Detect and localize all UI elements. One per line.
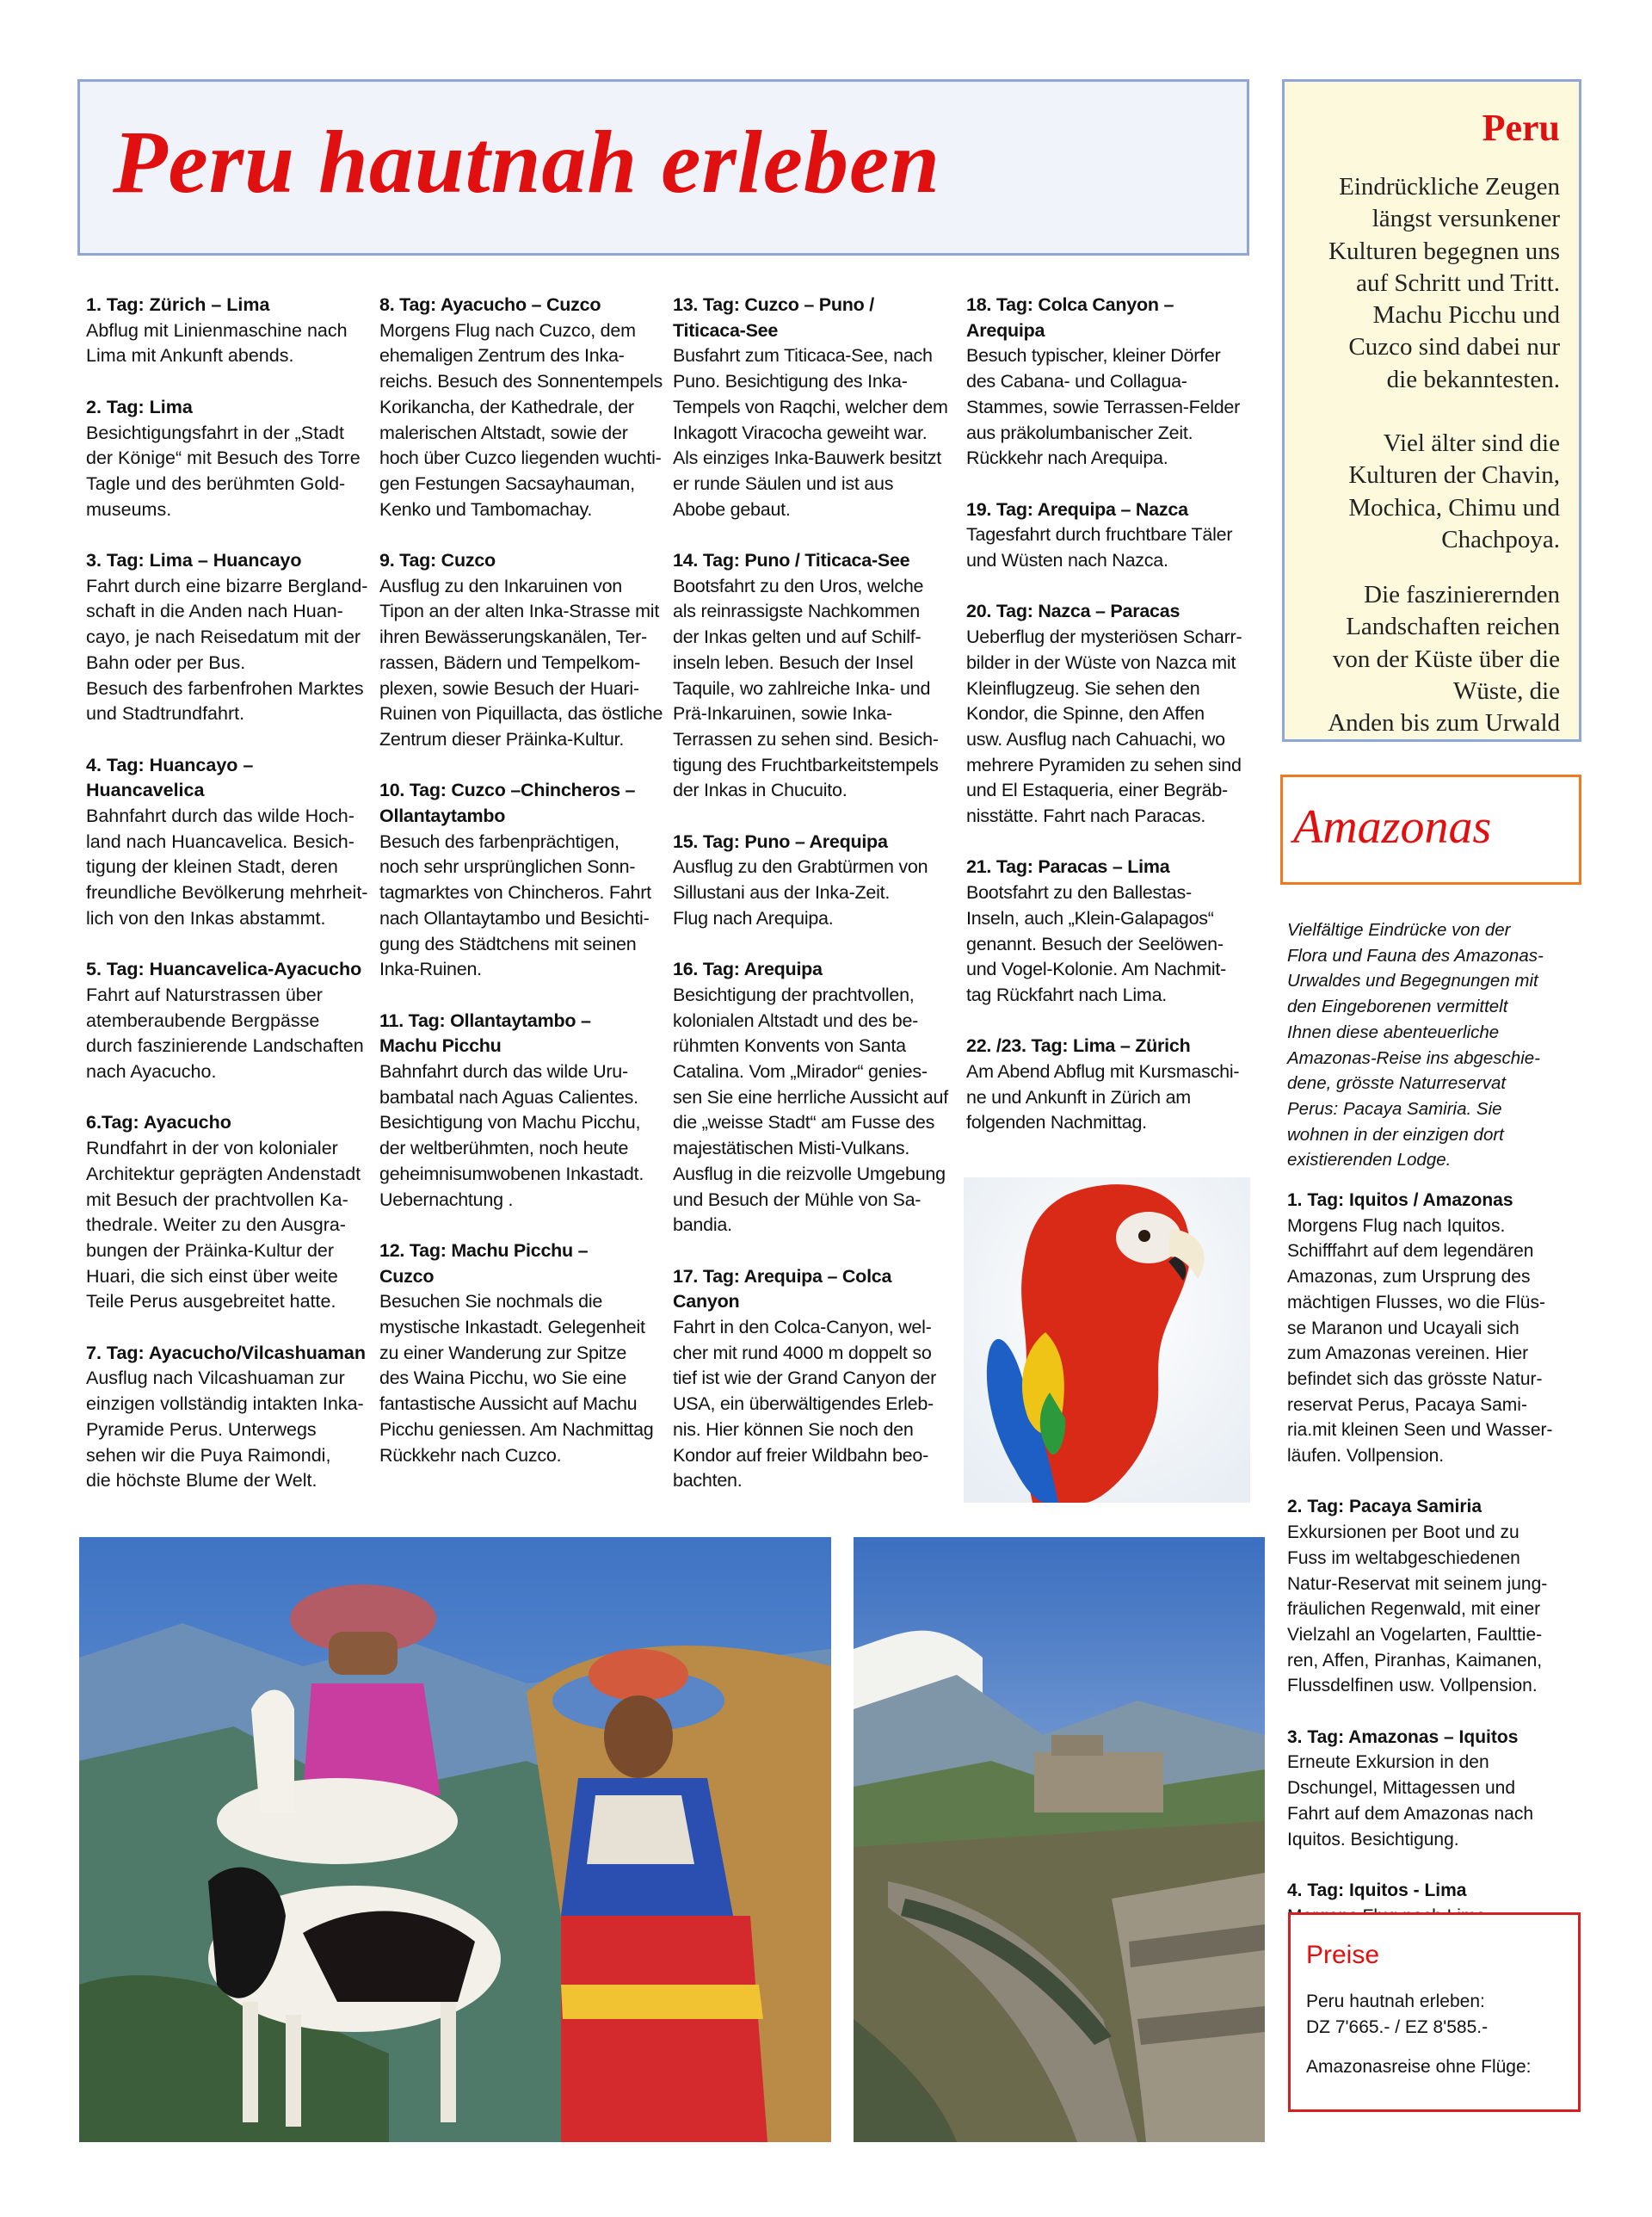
amazonas-itinerary bbox=[1287, 1188, 1584, 1955]
peru-itinerary-day-1 bbox=[379, 293, 672, 522]
peru-itinerary-day-text: Bahnfahrt durch das wilde Hoch- land nach Huancavelica. Besich- tigung der kleinen Stadt, deren freundliche Bevölkerung mehrheit- lich von den Inkas abstammt. bbox=[86, 806, 368, 929]
peru-itinerary-day-4 bbox=[86, 753, 374, 932]
peru-itinerary-day-text: Besuch des farbenprächtigen, noch sehr ursprünglichen Sonn- tagmarktes von Chincheros. Fahrt nach Ollantaytambo und Besichti- gung des Städtchens mit seinen Inka-Ruinen. bbox=[379, 831, 651, 980]
amazonas-title: Amazonas bbox=[1293, 800, 1492, 854]
title-box bbox=[77, 79, 1249, 256]
peru-itinerary-day-heading: 18. Tag: Colca Canyon – Arequipa bbox=[966, 294, 1174, 341]
peru-itinerary-day-text: Besuch typischer, kleiner Dörfer des Cabana- und Collagua- Stammes, sowie Terrassen-Felder aus präkolumbanischer Zeit. Rückkehr nach Arequipa. bbox=[966, 345, 1241, 469]
peru-itinerary-day-text: Bahnfahrt durch das wilde Uru- bambatal nach Aguas Calientes. Besichtigung von Machu Picchu, der weltberühmten, noch heute geheimnisumwobenen Inkastadt. Uebernachtung . bbox=[379, 1061, 644, 1210]
peru-itinerary-day-text: Ausflug zu den Grabtürmen von Sillustani aus der Inka-Zeit. Flug nach Arequipa. bbox=[673, 856, 928, 929]
peru-itinerary-day-heading: 2. Tag: Lima bbox=[86, 396, 193, 417]
peru-itinerary-day-text: Tagesfahrt durch fruchtbare Täler und Wüsten nach Nazca. bbox=[966, 524, 1233, 571]
peru-itinerary-day-text: Am Abend Abflug mit Kursmaschi- ne und Ankunft in Zürich am folgenden Nachmittag. bbox=[966, 1061, 1240, 1133]
peru-itinerary-day-heading: 22. /23. Tag: Lima – Zürich bbox=[966, 1035, 1191, 1057]
itinerary-column-1 bbox=[86, 293, 374, 1520]
peru-itinerary-day-heading: 6.Tag: Ayacucho bbox=[86, 1112, 231, 1133]
peru-itinerary-day-text: Morgens Flug nach Cuzco, dem ehemaligen Zentrum des Inka- reichs. Besuch des Sonnentempels Korikancha, der Kathedrale, der malerischen Altstadt, sowie der hoch über Cuzco liegenden wuchti- gen Festungen Sacsayhauman, Kenko und Tambomachay. bbox=[379, 319, 663, 520]
peru-itinerary-day-1 bbox=[86, 293, 374, 369]
peru-itinerary-day-heading: 16. Tag: Arequipa bbox=[673, 959, 823, 980]
peru-paragraph-2: Viel älter sind die Kulturen der Chavin, Mochica, Chimu und Chachpoya. bbox=[1348, 429, 1560, 553]
peru-itinerary-day-text: Abflug mit Linienmaschine nach Lima mit Ankunft abends. bbox=[86, 319, 348, 367]
peru-itinerary-day-heading: 19. Tag: Arequipa – Nazca bbox=[966, 498, 1188, 520]
preise-line-1: Peru hautnah erleben: bbox=[1306, 1992, 1485, 2011]
itinerary-column-4 bbox=[966, 293, 1259, 1162]
peru-itinerary-day-3 bbox=[966, 599, 1259, 829]
peru-itinerary-day-heading: 7. Tag: Ayacucho/Vilcashuaman bbox=[86, 1342, 366, 1363]
amazonas-day-heading: 3. Tag: Amazonas – Iquitos bbox=[1287, 1726, 1519, 1747]
peru-itinerary-day-heading: 13. Tag: Cuzco – Puno / Titicaca-See bbox=[673, 294, 874, 341]
page-title: Peru hautnah erleben bbox=[113, 113, 940, 212]
peru-itinerary-day-5 bbox=[673, 1264, 965, 1494]
peru-itinerary-day-3 bbox=[86, 548, 374, 727]
itinerary-column-3 bbox=[673, 293, 965, 1520]
peru-itinerary-day-heading: 10. Tag: Cuzco –Chincheros – Ollantaytambo bbox=[379, 780, 636, 827]
peru-itinerary-day-2 bbox=[966, 497, 1259, 574]
amazonas-intro: Vielfältige Eindrücke von der Flora und Fauna des Amazonas- Urwaldes und Begegnungen mit den Eingeborenen vermittelt Ihnen diese abenteuerliche Amazonas-Reise ins abgeschie- dene, grösste Naturreservat Perus: Pacaya Samiria. Sie wohnen in der einzigen dort existierenden Lodge. bbox=[1287, 920, 1544, 1170]
peru-itinerary-day-text: Fahrt in den Colca-Canyon, wel- cher mit rund 4000 m doppelt so tief ist wie der Grand Canyon der USA, ein überwältigendes Erleb- nis. Hier können Sie noch den Kondor auf freier Wildbahn beo- bachten. bbox=[673, 1317, 937, 1491]
peru-itinerary-day-4 bbox=[379, 1009, 672, 1213]
peru-itinerary-day-text: Rundfahrt in der von kolonialer Architektur geprägten Andenstadt mit Besuch der prachtvollen Ka- thedrale. Weiter zu den Ausgra- bungen der Präinka-Kultur der Huari, die sich einst über weite Teile Perus ausgebreitet hatte. bbox=[86, 1138, 361, 1312]
peru-paragraph-1: Eindrückliche Zeugen längst versunkener Kulturen begegnen uns auf Schritt und Tritt. Machu Picchu und Cuzco sind dabei nur die bekanntesten. bbox=[1328, 173, 1560, 393]
peru-itinerary-day-heading: 21. Tag: Paracas – Lima bbox=[966, 856, 1170, 878]
peru-itinerary-day-heading: 15. Tag: Puno – Arequipa bbox=[673, 831, 888, 852]
peru-itinerary-day-7 bbox=[86, 1341, 374, 1494]
peru-itinerary-day-heading: 20. Tag: Nazca – Paracas bbox=[966, 601, 1180, 622]
peru-itinerary-day-heading: 8. Tag: Ayacucho – Cuzco bbox=[379, 294, 601, 315]
peru-itinerary-day-heading: 11. Tag: Ollantaytambo – Machu Picchu bbox=[379, 1010, 591, 1057]
amazonas-day-1 bbox=[1287, 1188, 1584, 1469]
peru-itinerary-day-1 bbox=[966, 293, 1259, 472]
peru-paragraph-3: Die faszinierernden Landschaften reichen von der Küste über die Wüste, die Anden bis zum Urwald bbox=[1328, 581, 1560, 738]
peru-itinerary-day-text: Fahrt auf Naturstrassen über atemberaubende Bergpässe durch faszinierende Landschaften nach Ayacucho. bbox=[86, 984, 364, 1083]
amazonas-day-text: Morgens Flug nach Iquitos. Schifffahrt auf dem legendären Amazonas, zum Ursprung des mächtigen Flusses, wo die Flüs- se Maranon und Ucayali sich zum Amazonas vereinen. Hier befindet sich das grösste Natur- reservat Perus, Pacaya Sami- ria.mit kleinen Seen und Wasser- läufen. Vollpension. bbox=[1287, 1215, 1553, 1467]
peru-itinerary-day-heading: 9. Tag: Cuzco bbox=[379, 550, 496, 571]
preise-box bbox=[1288, 1912, 1581, 2112]
peru-itinerary-day-text: Ausflug zu den Inkaruinen von Tipon an der alten Inka-Strasse mit ihren Bewässerungskanälen, Ter- rassen, Bädern und Tempelkom- plexen, sowie Besuch der Huari- Ruinen von Piquillacta, das östliche Zentrum dieser Präinka-Kultur. bbox=[379, 575, 663, 750]
preise-line-2: DZ 7'665.- / EZ 8'585.- bbox=[1306, 2017, 1489, 2037]
peru-itinerary-day-heading: 17. Tag: Arequipa – Colca Canyon bbox=[673, 1265, 892, 1312]
amazonas-day-text: Exkursionen per Boot und zu Fuss im weltabgeschiedenen Natur-Reservat mit seinem jung- fräulichen Regenwald, mit einer Vielzahl an Vogelarten, Faulttie- ren, Affen, Piranhas, Kaimanen, Flussdelfinen usw. Vollpension. bbox=[1287, 1522, 1548, 1696]
peru-itinerary-day-6 bbox=[86, 1110, 374, 1315]
inca-ruins-photo bbox=[854, 1537, 1265, 2142]
amazonas-day-text: Erneute Exkursion in den Dschungel, Mittagessen und Fahrt auf dem Amazonas nach Iquitos. Besichtigung. bbox=[1287, 1752, 1533, 1850]
peru-itinerary-day-1 bbox=[673, 293, 965, 522]
amazonas-day-heading: 1. Tag: Iquitos / Amazonas bbox=[1287, 1190, 1513, 1210]
peru-itinerary-day-text: Bootsfahrt zu den Ballestas- Inseln, auch „Klein-Galapagos“ genannt. Besuch der Seelöwen- und Vogel-Kolonie. Am Nachmit- tag Rückfahrt nach Lima. bbox=[966, 882, 1227, 1005]
peru-itinerary-day-5 bbox=[379, 1238, 672, 1468]
peru-itinerary-day-heading: 1. Tag: Zürich – Lima bbox=[86, 294, 270, 315]
peru-itinerary-day-text: Ausflug nach Vilcashuaman zur einzigen vollständig intakten Inka- Pyramide Perus. Unterwegs sehen wir die Puya Raimondi, die höchste Blume der Welt. bbox=[86, 1368, 364, 1491]
peru-itinerary-day-2 bbox=[86, 395, 374, 523]
peru-itinerary-day-text: Besichtigung der prachtvollen, kolonialen Altstadt und des be- rühmten Konvents von Santa Catalina. Vom „Mirador“ genies- sen Sie eine herrliche Aussicht auf die „weisse Stadt“ am Fusse des majestätischen Misti-Vulkans. Ausflug in die reizvolle Umgebung und Besuch der Mühle von Sa- bandia. bbox=[673, 984, 948, 1236]
peru-itinerary-day-5 bbox=[966, 1034, 1259, 1136]
amazonas-title-box bbox=[1280, 775, 1581, 885]
peru-box-title: Peru bbox=[1482, 107, 1560, 149]
peru-itinerary-day-heading: 5. Tag: Huancavelica-Ayacucho bbox=[86, 959, 362, 980]
peru-itinerary-day-text: Besuchen Sie nochmals die mystische Inkastadt. Gelegenheit zu einer Wanderung zur Spitze des Waina Picchu, wo Sie eine fantastische Aussicht auf Machu Picchu geniessen. Am Nachmittag Rückkehr nach Cuzco. bbox=[379, 1291, 654, 1466]
peru-itinerary-day-text: Besichtigungsfahrt in der „Stadt der Könige“ mit Besuch des Torre Tagle und des berühmten Gold- museums. bbox=[86, 422, 361, 520]
peru-info-box bbox=[1282, 79, 1581, 742]
girls-with-llamas-photo bbox=[79, 1537, 831, 2142]
peru-itinerary-day-text: Busfahrt zum Titicaca-See, nach Puno. Besichtigung des Inka- Tempels von Raqchi, welcher dem Inkagott Viracocha geweiht war. Als einziges Inka-Bauwerk besitzt er runde Säulen und ist aus Abobe gebaut. bbox=[673, 345, 948, 520]
peru-itinerary-day-heading: 14. Tag: Puno / Titicaca-See bbox=[673, 550, 910, 571]
preise-title: Preise bbox=[1306, 1941, 1380, 1969]
macaw-parrot-photo bbox=[964, 1177, 1250, 1503]
peru-itinerary-day-3 bbox=[379, 778, 672, 983]
peru-itinerary-day-4 bbox=[673, 957, 965, 1238]
peru-itinerary-day-text: Fahrt durch eine bizarre Bergland- schaft in die Anden nach Huan- cayo, je nach Reisedatum mit der Bahn oder per Bus. Besuch des farbenfrohen Marktes und Stadtrundfahrt. bbox=[86, 575, 368, 725]
peru-itinerary-day-text: Bootsfahrt zu den Uros, welche als reinrassigste Nachkommen der Inkas gelten und auf Schilf- inseln leben. Besuch der Insel Taquile, wo zahlreiche Inka- und Prä-Inkaruinen, sowie Inka- Terrassen zu sehen sind. Besich- tigung des Fruchtbarkeitstempels der Inkas in Chucuito. bbox=[673, 575, 939, 801]
peru-itinerary-day-2 bbox=[379, 548, 672, 753]
peru-itinerary-day-3 bbox=[673, 830, 965, 932]
peru-itinerary-day-heading: 4. Tag: Huancayo – Huancavelica bbox=[86, 754, 254, 801]
peru-itinerary-day-2 bbox=[673, 548, 965, 804]
peru-itinerary-day-text: Ueberflug der mysteriösen Scharr- bilder in der Wüste von Nazca mit Kleinflugzeug. Sie sehen den Kondor, die Spinne, den Affen usw. Ausflug nach Cahuachi, wo mehrere Pyramiden zu sehen sind und El Estaqueria, einer Begräb- nisstätte. Fahrt nach Paracas. bbox=[966, 627, 1242, 827]
peru-itinerary-day-4 bbox=[966, 855, 1259, 1008]
amazonas-day-heading: 2. Tag: Pacaya Samiria bbox=[1287, 1497, 1482, 1517]
itinerary-column-2 bbox=[379, 293, 672, 1494]
amazonas-day-2 bbox=[1287, 1494, 1584, 1699]
amazonas-day-heading: 4. Tag: Iquitos - Lima bbox=[1287, 1880, 1467, 1900]
amazonas-day-3 bbox=[1287, 1725, 1584, 1853]
peru-itinerary-day-5 bbox=[86, 957, 374, 1085]
peru-itinerary-day-heading: 12. Tag: Machu Picchu – Cuzco bbox=[379, 1239, 589, 1287]
peru-itinerary-day-heading: 3. Tag: Lima – Huancayo bbox=[86, 550, 302, 571]
preise-line-3: Amazonasreise ohne Flüge: bbox=[1306, 2057, 1532, 2077]
